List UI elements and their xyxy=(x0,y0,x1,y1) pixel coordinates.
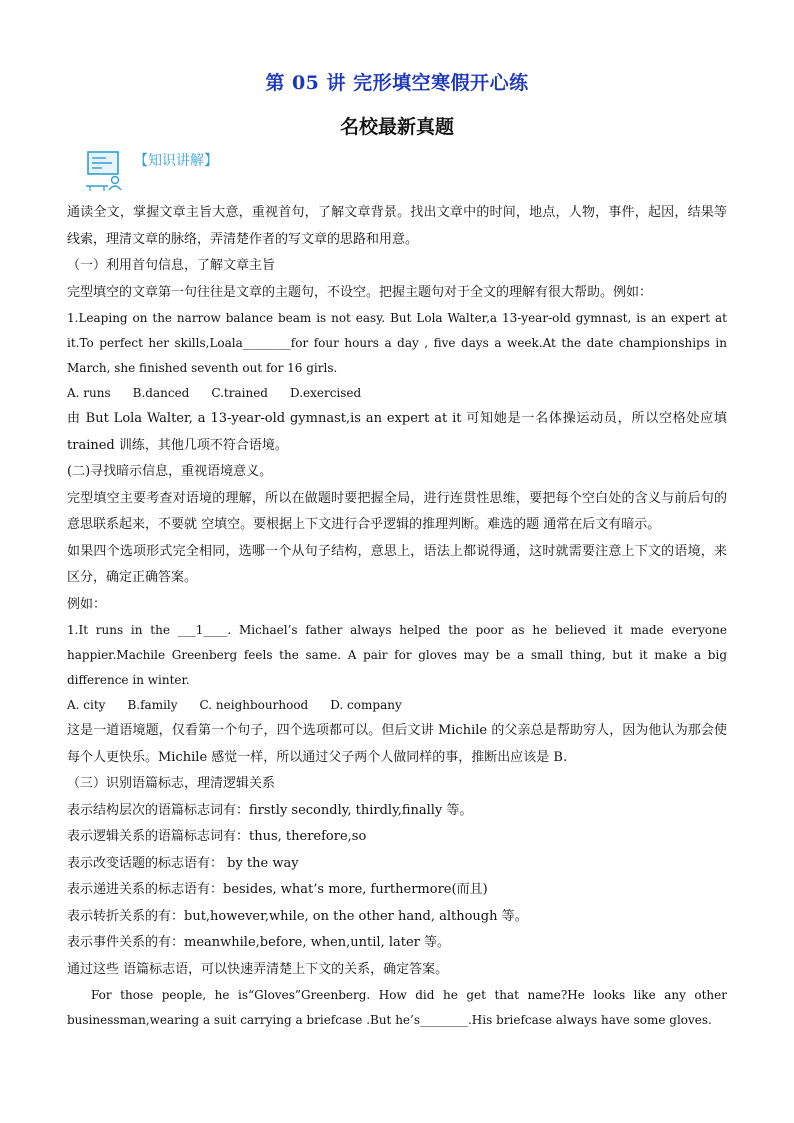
document-body xyxy=(67,200,727,1033)
option-c: C.trained xyxy=(211,386,268,400)
option-b: B.danced xyxy=(132,386,190,400)
section-3-heading: （三）识别语篇标志，理清逻辑关系 xyxy=(67,776,276,791)
section-1-text: 完型填空的文章第一句往往是文章的主题句，不设空。把握主题句对于全文的理解有很大帮助。例如： xyxy=(67,284,653,300)
section-2-heading: (二)寻找暗示信息，重视语境意义。 xyxy=(67,464,273,479)
classroom-board-icon xyxy=(82,146,128,192)
section-2-example-label: 例如： xyxy=(67,596,107,612)
option-a: A. runs xyxy=(67,386,111,400)
marker-line: 表示逻辑关系的语篇标志词有：thus, therefore,so xyxy=(67,829,367,844)
section-2-paragraph-2: 如果四个选项形式完全相同，选哪一个从句子结构，意思上，语法上都说得通，这时就需要注意上下文的语境，来区分，确定正确答案。 xyxy=(67,543,727,585)
knowledge-section-header xyxy=(82,146,242,192)
page-subtitle: 名校最新真题 xyxy=(339,116,454,138)
example-1-passage: 1.Leaping on the narrow balance beam is not easy. But Lola Walter,a 13-year-old gymnast, is an expert at it.To perfect her skills,Loala________for four hours a day , five days a week.At the date championships in March, she finished seventh out for 16 girls. xyxy=(67,311,727,375)
option-b: B.family xyxy=(127,698,178,712)
marker-line: 表示改变话题的标志语有： by the way xyxy=(67,855,299,871)
marker-line: 表示转折关系的有：but,however,while, on the other hand, although 等。 xyxy=(67,908,528,924)
section-1-heading: （一）利用首句信息，了解文章主旨 xyxy=(67,258,276,273)
option-d: D.exercised xyxy=(290,386,362,400)
example-2-passage: 1.It runs in the ___1____. Michael’s father always helped the poor as he believed it made everyone happier.Machile Greenberg feels the same. A pair for gloves may be a small thing, but it make a big difference in winter. xyxy=(67,623,727,687)
passage-paragraph: For those people, he is“Gloves”Greenberg. How did he get that name?He looks like any other businessman,wearing a suit carrying a briefcase .But he’s________.His briefcase always have some gloves. xyxy=(67,988,727,1027)
example-2-explanation: 这是一道语境题，仅看第一个句子，四个选项都可以。但后文讲 Michile 的父亲总是帮助穷人，因为他认为那会使每个人更快乐。Michile 感觉一样，所以通过父子两个人做同样的事，推断出应该是 B. xyxy=(67,723,727,765)
option-c: C. neighbourhood xyxy=(199,698,309,712)
example-2-options xyxy=(67,693,727,718)
marker-line: 表示递进关系的标志语有：besides, what’s more, furthermore(而且) xyxy=(67,882,488,897)
intro-paragraph: 通读全文，掌握文章主旨大意，重视首句，了解文章背景。找出文章中的时间，地点，人物，事件，起因，结果等线索，理清文章的脉络，弄清楚作者的写文章的思路和用意。 xyxy=(67,205,727,247)
example-1-explanation: 由 But Lola Walter, a 13-year-old gymnast,is an expert at it 可知她是一名体操运动员，所以空格处应填 trained 训练，其他几项不符合语境。 xyxy=(67,411,727,453)
section-label: 【知识讲解】 xyxy=(134,153,218,169)
page-title: 第 05 讲 完形填空寒假开心练 xyxy=(265,72,529,94)
marker-line: 通过这些 语篇标志语，可以快速弄清楚上下文的关系，确定答案。 xyxy=(67,961,449,977)
marker-line: 表示事件关系的有：meanwhile,before, when,until, later 等。 xyxy=(67,935,451,950)
section-2-paragraph-1: 完型填空主要考查对语境的理解，所以在做题时要把握全局，进行连贯性思维，要把每个空白处的含义与前后句的意思联系起来，不要就 空填空。要根据上下文进行合乎逻辑的推理判断。难选的题 通常在后文有暗示。 xyxy=(67,490,727,532)
marker-line: 表示结构层次的语篇标志词有：firstly secondly, thirdly,finally 等。 xyxy=(67,802,473,818)
option-a: A. city xyxy=(67,698,106,712)
example-1-options xyxy=(67,381,727,406)
option-d: D. company xyxy=(330,698,402,712)
